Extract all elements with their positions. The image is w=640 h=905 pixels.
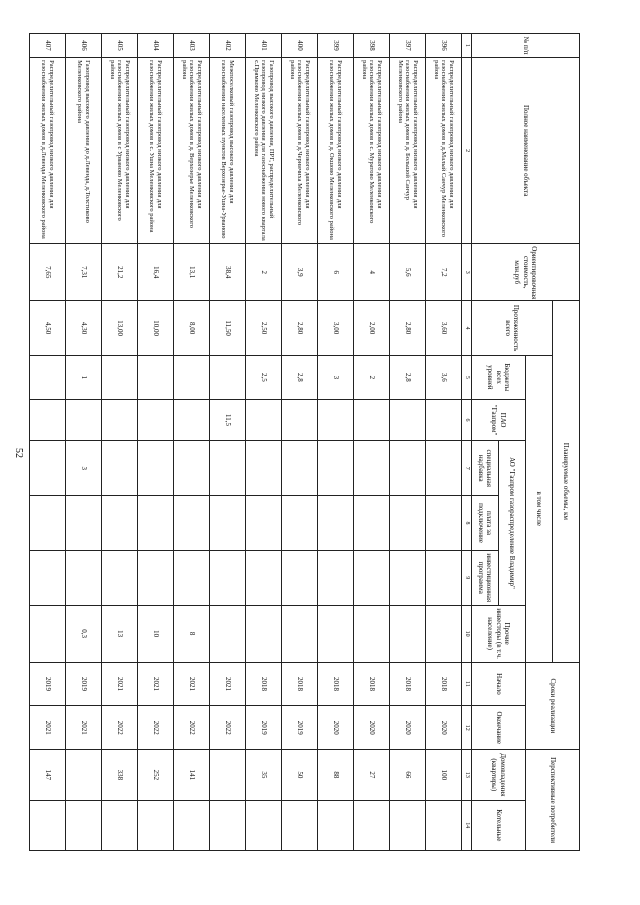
cell-other: 13 bbox=[102, 605, 138, 662]
cell-special bbox=[246, 441, 282, 496]
cell-cost: 16,4 bbox=[138, 244, 174, 301]
header-households: Домовладения (квартиры) bbox=[472, 750, 526, 800]
header-ao-gazprom-vladimir: АО "Газпром газораспределение Владимир" bbox=[499, 441, 526, 605]
cell-households bbox=[66, 750, 102, 800]
cell-cost: 7,65 bbox=[30, 244, 66, 301]
cell-boilers bbox=[210, 800, 246, 850]
table-row bbox=[102, 34, 138, 851]
cell-special bbox=[426, 441, 462, 496]
cell-other: 8 bbox=[174, 605, 210, 662]
table-body bbox=[30, 34, 462, 851]
header-boilers: Котельные bbox=[472, 800, 526, 850]
cell-no: 404 bbox=[138, 34, 174, 58]
cell-special: 3 bbox=[66, 441, 102, 496]
cell-invest bbox=[282, 550, 318, 605]
column-number: 11 bbox=[462, 662, 472, 706]
cell-length: 8,00 bbox=[174, 301, 210, 356]
cell-households: 50 bbox=[282, 750, 318, 800]
cell-budgets bbox=[210, 355, 246, 399]
table-row bbox=[210, 34, 246, 851]
cell-pao bbox=[282, 399, 318, 441]
cell-other bbox=[210, 605, 246, 662]
cell-no: 401 bbox=[246, 34, 282, 58]
cell-invest bbox=[102, 550, 138, 605]
column-number: 3 bbox=[462, 244, 472, 301]
gas-pipeline-table bbox=[29, 33, 580, 851]
cell-connection bbox=[102, 496, 138, 551]
column-number: 14 bbox=[462, 800, 472, 850]
cell-invest bbox=[174, 550, 210, 605]
cell-cost: 5,6 bbox=[390, 244, 426, 301]
cell-length: 13,00 bbox=[102, 301, 138, 356]
cell-start: 2021 bbox=[174, 662, 210, 706]
cell-start: 2018 bbox=[426, 662, 462, 706]
cell-no: 407 bbox=[30, 34, 66, 58]
cell-budgets: 2,5 bbox=[246, 355, 282, 399]
cell-budgets: 2 bbox=[354, 355, 390, 399]
cell-households: 147 bbox=[30, 750, 66, 800]
column-number: 2 bbox=[462, 58, 472, 244]
cell-start: 2021 bbox=[138, 662, 174, 706]
cell-name: Распределительный газопровод низкого давления для газоснабжения жилых домов в д.Левенда Меленковского района bbox=[30, 58, 66, 244]
header-estimated-cost: Ориентировочная стоимость, млн.руб bbox=[472, 244, 580, 301]
cell-length: 4,50 bbox=[30, 301, 66, 356]
cell-special bbox=[318, 441, 354, 496]
header-planned-volumes: Планируемые объемы, км bbox=[553, 301, 580, 662]
cell-other bbox=[390, 605, 426, 662]
table-row bbox=[318, 34, 354, 851]
cell-boilers bbox=[390, 800, 426, 850]
cell-pao bbox=[138, 399, 174, 441]
cell-cost: 2 bbox=[246, 244, 282, 301]
cell-invest bbox=[66, 550, 102, 605]
cell-boilers bbox=[102, 800, 138, 850]
cell-connection bbox=[426, 496, 462, 551]
cell-end: 2020 bbox=[318, 706, 354, 750]
cell-cost: 38,4 bbox=[210, 244, 246, 301]
cell-name: Распределительный газопровод низкого давления для газоснабжения жилых домов в д.Малый Санчур Меленковского района bbox=[426, 58, 462, 244]
header-special-surcharge: специальная надбавка bbox=[472, 441, 499, 496]
cell-households: 66 bbox=[390, 750, 426, 800]
cell-start: 2018 bbox=[354, 662, 390, 706]
cell-special bbox=[282, 441, 318, 496]
cell-budgets: 3,6 bbox=[426, 355, 462, 399]
cell-special bbox=[30, 441, 66, 496]
column-number: 9 bbox=[462, 550, 472, 605]
cell-end: 2020 bbox=[354, 706, 390, 750]
cell-pao bbox=[318, 399, 354, 441]
cell-no: 403 bbox=[174, 34, 210, 58]
cell-boilers bbox=[318, 800, 354, 850]
cell-cost: 6 bbox=[318, 244, 354, 301]
cell-no: 405 bbox=[102, 34, 138, 58]
cell-no: 406 bbox=[66, 34, 102, 58]
cell-budgets: 3 bbox=[318, 355, 354, 399]
cell-length: 2,80 bbox=[390, 301, 426, 356]
header-total-length: Протяженность всего bbox=[472, 301, 553, 356]
cell-pao bbox=[390, 399, 426, 441]
cell-start: 2018 bbox=[282, 662, 318, 706]
cell-boilers bbox=[138, 800, 174, 850]
cell-boilers bbox=[354, 800, 390, 850]
cell-special bbox=[102, 441, 138, 496]
table-row bbox=[390, 34, 426, 851]
header-investment-program: инвестиционная программа bbox=[472, 550, 499, 605]
table-row bbox=[30, 34, 66, 851]
cell-other bbox=[246, 605, 282, 662]
table-row bbox=[174, 34, 210, 851]
cell-name: Газопровод высокого давления, ПРГ, распределительный газопровод низкого давления для газоснабжения нового квартала с.Прямково Меленковского района bbox=[246, 58, 282, 244]
cell-end: 2021 bbox=[30, 706, 66, 750]
cell-households: 338 bbox=[102, 750, 138, 800]
header-connection-fee: плата за подключение bbox=[472, 496, 499, 551]
cell-pao bbox=[66, 399, 102, 441]
header-implementation-period: Сроки реализации bbox=[526, 662, 580, 750]
cell-other: 10 bbox=[138, 605, 174, 662]
cell-name: Распределительный газопровод низкого давления для газоснабжения жилых домов в с. Ушна Меленковского района bbox=[138, 58, 174, 244]
column-number: 1 bbox=[462, 34, 472, 58]
cell-households: 252 bbox=[138, 750, 174, 800]
cell-cost: 7,2 bbox=[426, 244, 462, 301]
cell-other bbox=[282, 605, 318, 662]
cell-end: 2020 bbox=[390, 706, 426, 750]
header-including: в том числе bbox=[526, 355, 553, 662]
cell-pao bbox=[174, 399, 210, 441]
cell-budgets: 2,8 bbox=[390, 355, 426, 399]
cell-households: 27 bbox=[354, 750, 390, 800]
cell-start: 2018 bbox=[390, 662, 426, 706]
cell-length: 11,50 bbox=[210, 301, 246, 356]
cell-connection bbox=[174, 496, 210, 551]
cell-end: 2019 bbox=[282, 706, 318, 750]
column-number: 5 bbox=[462, 355, 472, 399]
cell-connection bbox=[138, 496, 174, 551]
cell-budgets bbox=[174, 355, 210, 399]
cell-budgets bbox=[30, 355, 66, 399]
cell-households: 35 bbox=[246, 750, 282, 800]
cell-special bbox=[354, 441, 390, 496]
cell-special bbox=[174, 441, 210, 496]
cell-invest bbox=[210, 550, 246, 605]
cell-budgets: 2,8 bbox=[282, 355, 318, 399]
header-potential-consumers: Перспективные потребители bbox=[526, 750, 580, 851]
cell-connection bbox=[30, 496, 66, 551]
cell-households: 88 bbox=[318, 750, 354, 800]
cell-name: Газопровод высокого давления до д.Левенда, д.Толстиково Меленковского района bbox=[66, 58, 102, 244]
cell-end: 2022 bbox=[102, 706, 138, 750]
cell-start: 2021 bbox=[102, 662, 138, 706]
column-number: 6 bbox=[462, 399, 472, 441]
cell-pao bbox=[102, 399, 138, 441]
cell-households bbox=[210, 750, 246, 800]
cell-connection bbox=[210, 496, 246, 551]
table-row bbox=[246, 34, 282, 851]
cell-no: 396 bbox=[426, 34, 462, 58]
cell-name: Распределительный газопровод низкого давления для газоснабжения жилых домов в с. Муратово Меленковского района bbox=[354, 58, 390, 244]
cell-start: 2019 bbox=[66, 662, 102, 706]
table-row bbox=[282, 34, 318, 851]
cell-name: Распределительный газопровод низкого давления для газоснабжения жилых домов в д. Окшово Меленковского района bbox=[318, 58, 354, 244]
cell-invest bbox=[138, 550, 174, 605]
cell-special bbox=[390, 441, 426, 496]
cell-other bbox=[30, 605, 66, 662]
cell-start: 2021 bbox=[210, 662, 246, 706]
cell-households: 100 bbox=[426, 750, 462, 800]
table-row bbox=[66, 34, 102, 851]
cell-invest bbox=[354, 550, 390, 605]
cell-boilers bbox=[426, 800, 462, 850]
cell-length: 3,00 bbox=[318, 301, 354, 356]
column-number: 4 bbox=[462, 301, 472, 356]
header-object-name: Полное наименование объекта bbox=[472, 58, 580, 244]
header-pao-gazprom: ПАО "Газпром" bbox=[472, 399, 526, 441]
cell-boilers bbox=[30, 800, 66, 850]
cell-end: 2020 bbox=[426, 706, 462, 750]
cell-pao bbox=[30, 399, 66, 441]
table-row bbox=[354, 34, 390, 851]
cell-name: Распределительный газопровод низкого давления для газоснабжения жилых домов в с Урваново Меленковского района bbox=[102, 58, 138, 244]
cell-length: 3,60 bbox=[426, 301, 462, 356]
column-number: 10 bbox=[462, 605, 472, 662]
cell-name: Распределительный газопровод низкого давления для газоснабжения жилых домов в д.Черничиха Меленковского района bbox=[282, 58, 318, 244]
cell-end: 2022 bbox=[138, 706, 174, 750]
cell-no: 399 bbox=[318, 34, 354, 58]
cell-boilers bbox=[246, 800, 282, 850]
cell-other bbox=[354, 605, 390, 662]
cell-no: 402 bbox=[210, 34, 246, 58]
cell-no: 400 bbox=[282, 34, 318, 58]
cell-invest bbox=[30, 550, 66, 605]
cell-budgets bbox=[102, 355, 138, 399]
cell-cost: 21,2 bbox=[102, 244, 138, 301]
cell-invest bbox=[426, 550, 462, 605]
table-row bbox=[426, 34, 462, 851]
cell-invest bbox=[318, 550, 354, 605]
cell-connection bbox=[390, 496, 426, 551]
cell-pao: 11,5 bbox=[210, 399, 246, 441]
cell-boilers bbox=[282, 800, 318, 850]
cell-connection bbox=[66, 496, 102, 551]
cell-budgets: 1 bbox=[66, 355, 102, 399]
cell-length: 2,80 bbox=[282, 301, 318, 356]
cell-start: 2018 bbox=[318, 662, 354, 706]
page-number: 52 bbox=[13, 448, 24, 458]
header-end: Окончание bbox=[472, 706, 526, 750]
cell-connection bbox=[246, 496, 282, 551]
cell-name: Распределительный газопровод низкого давления для газоснабжения жилых домов в д. Верхозерье Меленковского района bbox=[174, 58, 210, 244]
cell-end: 2022 bbox=[174, 706, 210, 750]
cell-cost: 7,31 bbox=[66, 244, 102, 301]
cell-pao bbox=[426, 399, 462, 441]
cell-budgets bbox=[138, 355, 174, 399]
cell-pao bbox=[354, 399, 390, 441]
cell-end: 2021 bbox=[66, 706, 102, 750]
cell-length: 2,50 bbox=[246, 301, 282, 356]
column-number: 7 bbox=[462, 441, 472, 496]
cell-connection bbox=[282, 496, 318, 551]
column-number: 12 bbox=[462, 706, 472, 750]
cell-cost: 4 bbox=[354, 244, 390, 301]
cell-other bbox=[318, 605, 354, 662]
rotated-table-container bbox=[40, 33, 580, 851]
cell-boilers bbox=[174, 800, 210, 850]
cell-invest bbox=[390, 550, 426, 605]
table-row bbox=[138, 34, 174, 851]
cell-special bbox=[138, 441, 174, 496]
cell-households: 141 bbox=[174, 750, 210, 800]
cell-length: 2,00 bbox=[354, 301, 390, 356]
cell-cost: 3,9 bbox=[282, 244, 318, 301]
table-area bbox=[40, 33, 580, 851]
cell-length: 10,00 bbox=[138, 301, 174, 356]
cell-end: 2022 bbox=[210, 706, 246, 750]
cell-no: 397 bbox=[390, 34, 426, 58]
cell-special bbox=[210, 441, 246, 496]
column-number: 8 bbox=[462, 496, 472, 551]
cell-pao bbox=[246, 399, 282, 441]
cell-length: 4,30 bbox=[66, 301, 102, 356]
header-row-no: № п/п bbox=[472, 34, 580, 58]
cell-invest bbox=[246, 550, 282, 605]
column-number: 13 bbox=[462, 750, 472, 800]
cell-other: 0,3 bbox=[66, 605, 102, 662]
cell-connection bbox=[354, 496, 390, 551]
cell-name: Распределительный газопровод низкого давления для газоснабжения жилых домов в д. Большой Санчур Меленковского района bbox=[390, 58, 426, 244]
cell-boilers bbox=[66, 800, 102, 850]
header-other-investors: Прочие инвесторы (в т.ч. население) bbox=[472, 605, 526, 662]
cell-start: 2019 bbox=[30, 662, 66, 706]
cell-connection bbox=[318, 496, 354, 551]
column-number-row bbox=[462, 34, 472, 851]
cell-name: Межпоселковый газопровод высокого давления для газоснабжения населенных пунктов Верхозерье-Ушна-Урваново bbox=[210, 58, 246, 244]
header-start: Начало bbox=[472, 662, 526, 706]
cell-cost: 13,1 bbox=[174, 244, 210, 301]
cell-start: 2018 bbox=[246, 662, 282, 706]
cell-no: 398 bbox=[354, 34, 390, 58]
header-budgets: Бюджеты всех уровней bbox=[472, 355, 526, 399]
cell-end: 2019 bbox=[246, 706, 282, 750]
cell-other bbox=[426, 605, 462, 662]
